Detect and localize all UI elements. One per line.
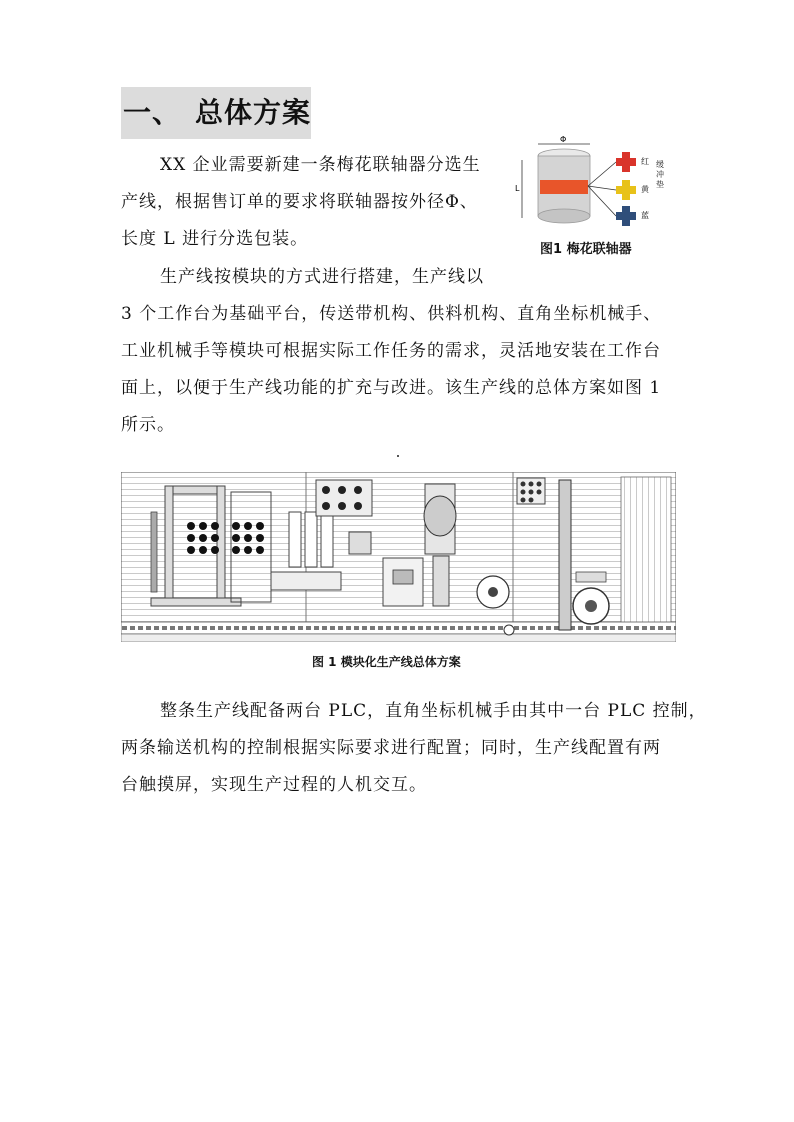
section-heading	[121, 87, 311, 139]
dimension-phi-label: Φ	[560, 136, 567, 144]
text-line: 面上，以便于生产线功能的扩充与改进。该生产线的总体方案如图 1	[121, 378, 662, 398]
figure2-caption: 图 1 模块化生产线总体方案	[312, 655, 461, 669]
buffer-pad-label: 缓冲垫	[656, 160, 664, 189]
text-line: 台触摸屏，实现生产过程的人机交互。	[121, 775, 427, 795]
text-line: 两条输送机构的控制根据实际要求进行配置；同时，生产线配置有两	[121, 738, 661, 758]
label-yellow: 黄	[641, 185, 649, 194]
text-line: 长度 L 进行分选包装。	[121, 229, 309, 249]
label-blue: 蓝	[641, 211, 649, 220]
text-line: 3 个工作台为基础平台，传送带机构、供料机构、直角坐标机械手、	[121, 304, 662, 324]
label-red: 红	[641, 157, 649, 166]
red-spider-icon	[616, 152, 636, 172]
text-line: 整条生产线配备两台 PLC，直角坐标机械手由其中一台 PLC 控制，	[160, 701, 707, 721]
text-line: 工业机械手等模块可根据实际工作任务的需求，灵活地安装在工作台	[121, 341, 661, 361]
yellow-spider-icon	[616, 180, 636, 200]
text-line: XX 企业需要新建一条梅花联轴器分选生	[160, 155, 481, 175]
blue-spider-icon	[616, 206, 636, 226]
text-line: 生产线按模块的方式进行搭建，生产线以	[160, 267, 484, 287]
text-line: 所示。	[121, 415, 175, 435]
figure1-caption: 图1 梅花联轴器	[540, 242, 632, 257]
section-title: 总体方案	[195, 96, 312, 129]
text-line: 产线，根据售订单的要求将联轴器按外径Φ、	[121, 192, 478, 212]
stray-dot	[397, 455, 399, 457]
dimension-l-label: L	[515, 184, 520, 193]
production-line-figure	[121, 472, 676, 642]
section-number: 一、	[123, 96, 182, 129]
